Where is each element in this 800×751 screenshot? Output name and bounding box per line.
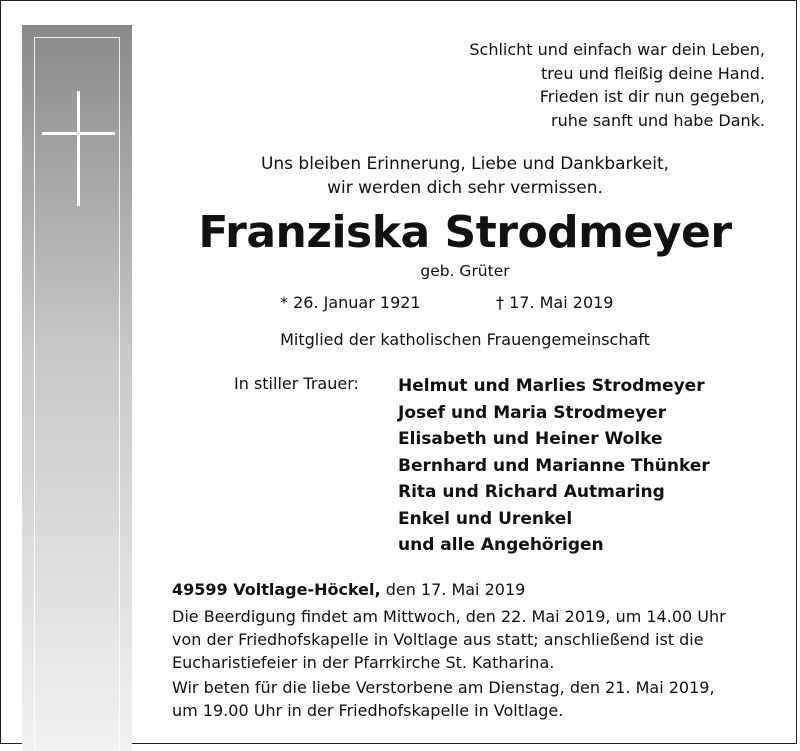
funeral-line: Eucharistiefeier in der Pfarrkirche St. Katharina. bbox=[172, 653, 555, 672]
birth-date: * 26. Januar 1921 bbox=[280, 293, 421, 312]
place: 49599 Voltlage-Höckel, bbox=[172, 580, 381, 599]
poem-line: ruhe sanft und habe Dank. bbox=[551, 110, 765, 130]
poem-line: Schlicht und einfach war dein Leben, bbox=[469, 40, 765, 59]
death-date: † 17. Mai 2019 bbox=[496, 293, 614, 312]
memory-line-1: Uns bleiben Erinnerung, Liebe und Dankbarkeit, bbox=[260, 154, 670, 174]
gradient-sidebar bbox=[22, 25, 132, 751]
notice-date: den 17. Mai 2019 bbox=[385, 580, 526, 599]
poem-line: Frieden ist dir nun gegeben, bbox=[539, 87, 765, 106]
mourner-item: Helmut und Marlies Strodmeyer bbox=[398, 376, 705, 396]
poem-line: treu und fleißig deine Hand. bbox=[541, 63, 765, 83]
memory-text bbox=[150, 152, 780, 200]
funeral-info bbox=[172, 605, 752, 674]
mourner-item: Josef und Maria Strodmeyer bbox=[398, 402, 667, 423]
mourner-item: Rita und Richard Autmaring bbox=[398, 482, 665, 502]
cross-icon-bar bbox=[42, 132, 115, 135]
place-date-line bbox=[172, 580, 525, 599]
prayer-line: Wir beten für die liebe Verstorbene am Dienstag, den 21. Mai 2019, bbox=[172, 678, 715, 697]
mourners-list bbox=[398, 373, 710, 559]
memory-line-2: wir werden dich sehr vermissen. bbox=[327, 178, 603, 198]
membership-text: Mitglied der katholischen Frauengemeinschaft bbox=[280, 330, 650, 349]
prayer-info bbox=[172, 676, 752, 722]
funeral-line: von der Friedhofskapelle in Voltlage aus statt; anschließend ist die bbox=[172, 630, 704, 649]
mourner-item: Enkel und Urenkel bbox=[398, 508, 573, 529]
birth-name: geb. Grüter bbox=[420, 262, 510, 280]
mourner-item: Elisabeth und Heiner Wolke bbox=[398, 429, 663, 449]
funeral-line: Die Beerdigung findet am Mittwoch, den 22. Mai 2019, um 14.00 Uhr bbox=[172, 607, 726, 626]
cross-icon bbox=[77, 91, 80, 206]
prayer-line: um 19.00 Uhr in der Friedhofskapelle in Voltlage. bbox=[172, 701, 564, 720]
poem bbox=[380, 38, 765, 132]
mourner-item: Bernhard und Marianne Thünker bbox=[398, 455, 710, 476]
deceased-name: Franziska Strodmeyer bbox=[198, 207, 732, 258]
mourner-item: und alle Angehörigen bbox=[398, 535, 604, 555]
mourning-label: In stiller Trauer: bbox=[234, 374, 359, 393]
